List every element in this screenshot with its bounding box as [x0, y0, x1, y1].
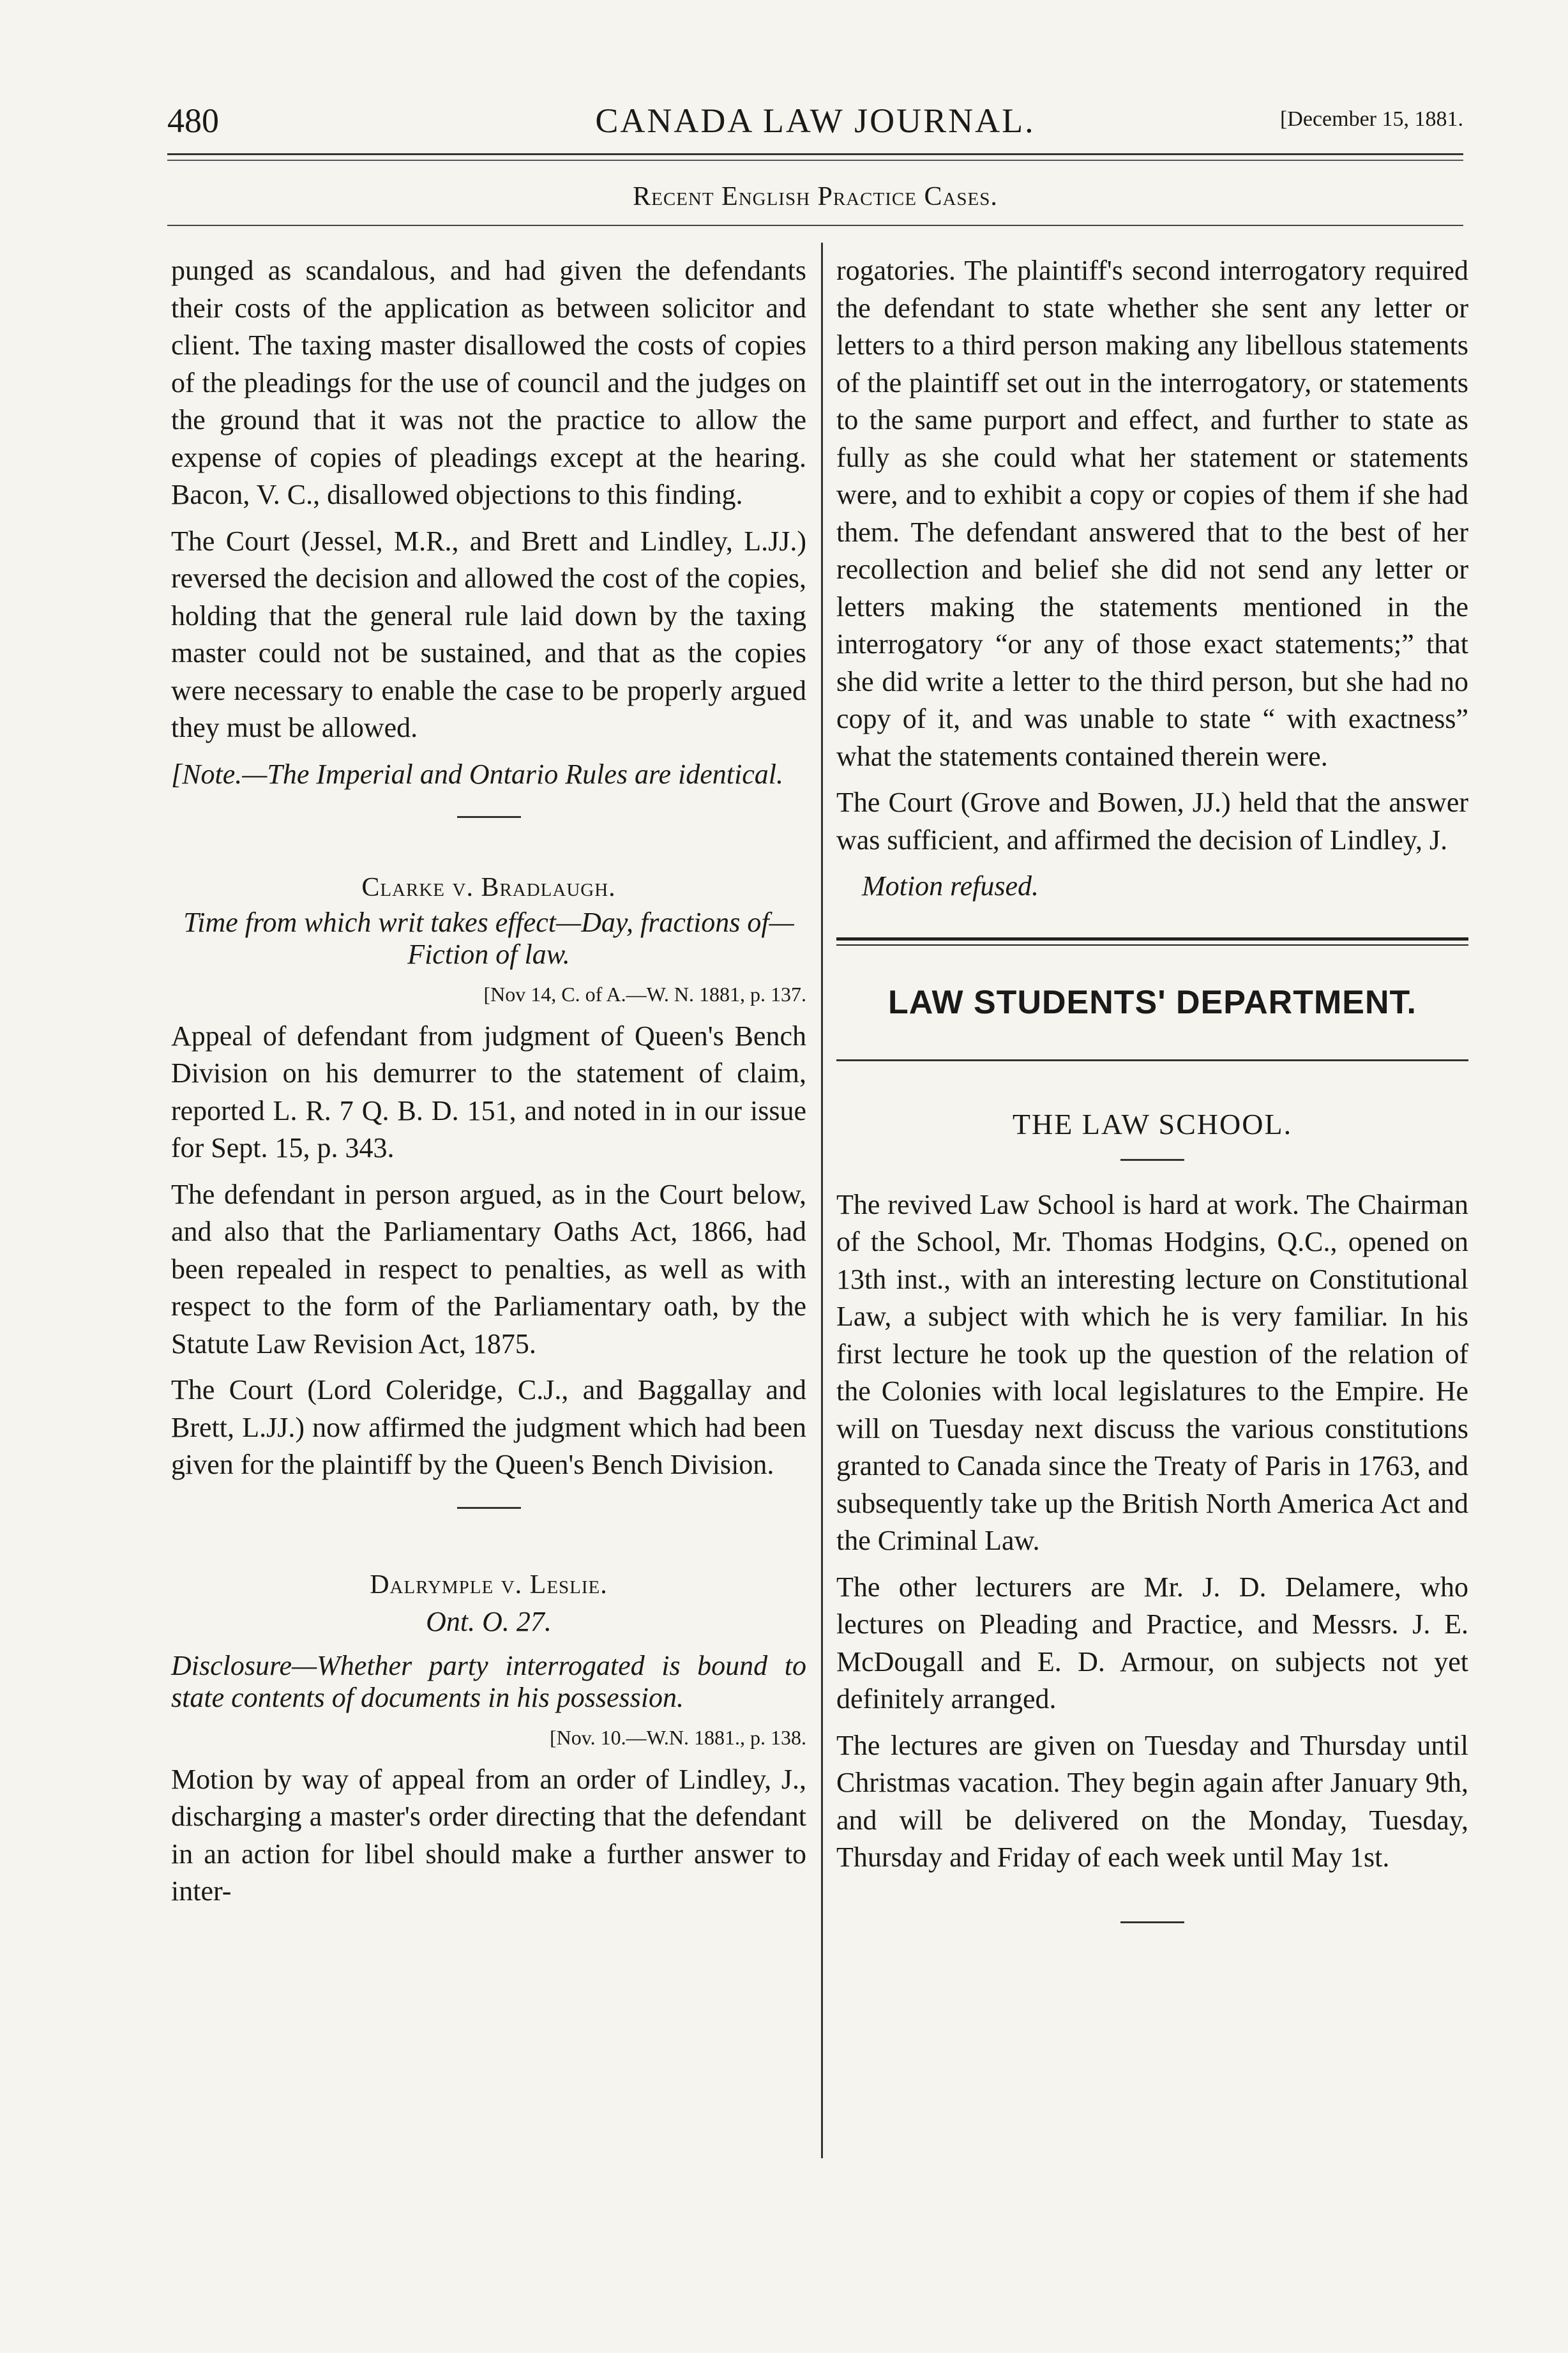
paragraph: The Court (Grove and Bowen, JJ.) held that the answer was sufficient, and affirmed the decision of Lindley, J.: [836, 787, 1468, 856]
page-header: [167, 101, 1463, 146]
paragraph: Appeal of defendant from judgment of Queen's Bench Division on his demurrer to the statement of claim, reported L. R. 7 Q. B. D. 151, and noted in in our issue for Sept. 15, p. 343.: [171, 1020, 806, 1163]
case-subtitle: Time from which writ takes effect—Day, fractions of—Fiction of law.: [183, 906, 794, 970]
paragraph: Motion by way of appeal from an order of Lindley, J., discharging a master's order directing that the defendant in an action for libel should make a further answer to inter-: [171, 1763, 806, 1907]
separator-rule: [457, 1507, 521, 1509]
journal-title: CANADA LAW JOURNAL.: [595, 102, 1036, 140]
paragraph: The Court (Lord Coleridge, C.J., and Baggallay and Brett, L.JJ.) now affirmed the judgment which had been given for the plaintiff by the Queen's Bench Division.: [171, 1374, 806, 1480]
paragraph: The lectures are given on Tuesday and Thursday until Christmas vacation. They begin again after January 9th, and will be delivered on the Monday, Tuesday, Thursday and Friday of each week until May 1st.: [836, 1729, 1468, 1873]
header-rule: [167, 153, 1463, 155]
motion-result: Motion refused.: [862, 870, 1039, 902]
paragraph: The Court (Jessel, M.R., and Brett and Lindley, L.JJ.) reversed the decision and allowed the cost of the copies, holding that the general rule laid down by the taxing master could not be sustained, and that as the copies were necessary to enable the case to be properly argued they must be allowed.: [171, 525, 806, 743]
editor-note: [Note.—The Imperial and Ontario Rules are identical.: [171, 758, 783, 790]
case-title: Dalrymple v. Leslie.: [370, 1570, 608, 1600]
column-divider: [821, 243, 823, 2158]
issue-date: [December 15, 1881.: [1279, 107, 1463, 131]
paragraph: The other lecturers are Mr. J. D. Delamere, who lectures on Pleading and Practice, and Messrs. J. E. McDougall and E. D. Armour, on subjects not yet definitely arranged.: [836, 1571, 1468, 1714]
paragraph: punged as scandalous, and had given the defendants their costs of the application as between solicitor and client. The taxing master disallowed the costs of copies of the pleadings for the use of council and the judges on the ground that it was not the practice to allow the expense of copies of pleadings except at the hearing. Bacon, V. C., disallowed objections to this finding.: [171, 255, 806, 510]
header-rule-thin: [167, 160, 1463, 161]
section-rule: [167, 225, 1463, 226]
department-rule-thin: [836, 944, 1468, 946]
separator-rule: [1120, 1921, 1184, 1923]
case-title: Clarke v. Bradlaugh.: [361, 873, 616, 902]
separator-rule: [1120, 1159, 1184, 1161]
paragraph: rogatories. The plaintiff's second interrogatory required the defendant to state whether she sent any letter or letters to a third person making any libellous statements of the plaintiff set out in the interrogatory, or statements to the same purport and effect, and further to state as fully as she could what her statement or statements were, and to exhibit a copy or copies of them if she had them. The defendant answered that to the best of her recollection and belief she did not send any letter or letters making the statements mentioned in the interrogatory “or any of those exact statements;” that she did write a letter to the third person, but she had no copy of it, and was unable to state “ with exactness” what the statements contained therein were.: [836, 255, 1468, 772]
department-title: LAW STUDENTS' DEPARTMENT.: [888, 983, 1417, 1021]
paragraph: The defendant in person argued, as in the Court below, and also that the Parliamentary Oaths Act, 1866, had been repealed in respect to penalties, as well as with respect to the form of the Parliamentary oath, by the Statute Law Revision Act, 1875.: [171, 1178, 806, 1359]
case-subtitle: Disclosure—Whether party interrogated is bound to state contents of documents in his possession.: [171, 1649, 806, 1713]
page-number: 480: [167, 102, 219, 140]
case-citation: [Nov. 10.—W.N. 1881., p. 138.: [549, 1725, 806, 1749]
separator-rule: [457, 816, 521, 818]
case-citation: [Nov 14, C. of A.—W. N. 1881, p. 137.: [483, 982, 806, 1006]
left-column: [171, 252, 806, 1919]
section-heading: Recent English Practice Cases.: [633, 182, 998, 211]
law-school-title: THE LAW SCHOOL.: [1012, 1108, 1293, 1140]
department-rule-thick: [836, 937, 1468, 941]
department-rule: [836, 1059, 1468, 1061]
rule-reference: Ont. O. 27.: [426, 1606, 552, 1637]
right-column: [836, 252, 1468, 1923]
paragraph: The revived Law School is hard at work. The Chairman of the School, Mr. Thomas Hodgins, Q.C., opened on 13th inst., with an interesting lecture on Constitutional Law, a subject with which he is very familiar. In his first lecture he took up the question of the relation of the Colonies with local legislatures to the Empire. He will on Tuesday next discuss the various constitutions granted to Canada since the Treaty of Paris in 1763, and subsequently take up the British North America Act and the Criminal Law.: [836, 1188, 1468, 1556]
